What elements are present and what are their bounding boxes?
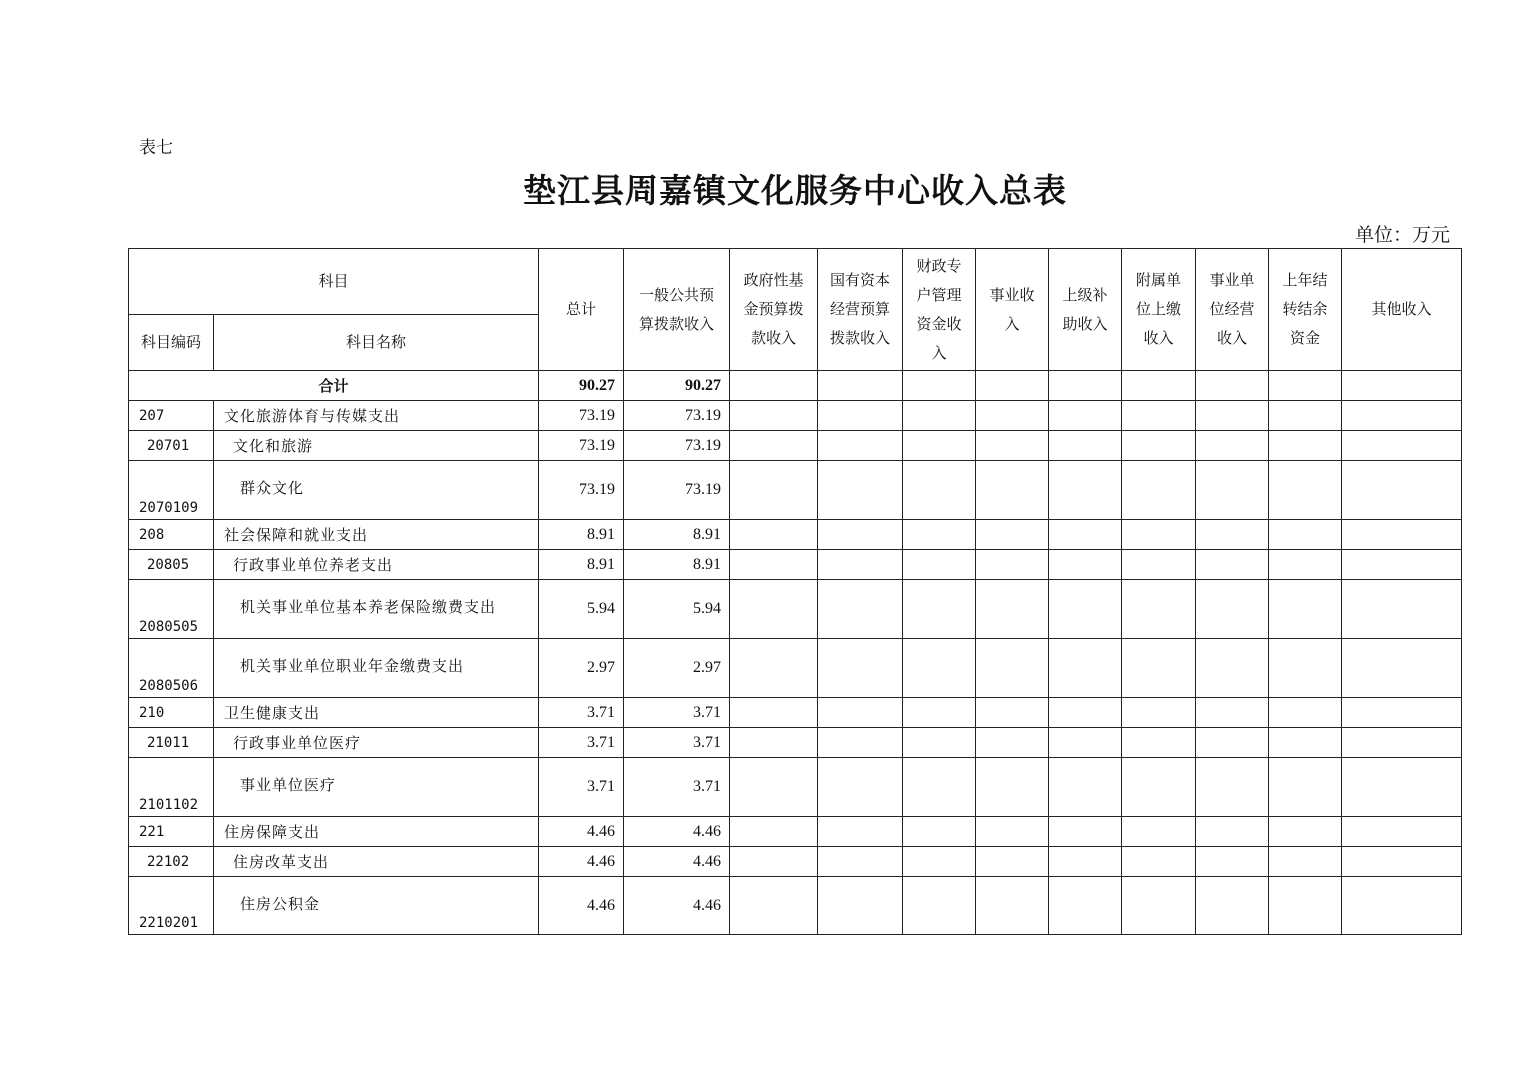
- table-row: [129, 550, 1462, 580]
- row-name: 卫生健康支出: [214, 698, 539, 728]
- row-total: 4.46: [539, 817, 624, 847]
- table-row: [129, 520, 1462, 550]
- row-general: 5.94: [624, 580, 730, 639]
- row-general: 73.19: [624, 431, 730, 461]
- row-name: 文化和旅游: [214, 431, 539, 461]
- row-code: 20805: [129, 550, 214, 580]
- table-row: [129, 847, 1462, 877]
- row-code: 20701: [129, 431, 214, 461]
- header-business-income: 事业收入: [976, 249, 1049, 371]
- total-row: [129, 371, 1462, 401]
- row-total: 73.19: [539, 401, 624, 431]
- income-summary-table: [128, 248, 1462, 935]
- row-total: 5.94: [539, 580, 624, 639]
- header-state-capital: 国有资本经营预算拨款收入: [818, 249, 903, 371]
- row-general: 3.71: [624, 758, 730, 817]
- header-name: 科目名称: [214, 315, 539, 371]
- row-general: 73.19: [624, 461, 730, 520]
- row-code: 208: [129, 520, 214, 550]
- header-operating: 事业单位经营收入: [1196, 249, 1269, 371]
- row-name: 行政事业单位医疗: [214, 728, 539, 758]
- table-row: [129, 639, 1462, 698]
- total-label: 合计: [129, 371, 539, 401]
- row-name: 事业单位医疗: [214, 758, 539, 817]
- row-name: 群众文化: [214, 461, 539, 520]
- row-general: 8.91: [624, 520, 730, 550]
- row-name: 行政事业单位养老支出: [214, 550, 539, 580]
- total-sum: 90.27: [539, 371, 624, 401]
- table-row: [129, 401, 1462, 431]
- row-name: 住房保障支出: [214, 817, 539, 847]
- row-code: 210: [129, 698, 214, 728]
- table-row: [129, 728, 1462, 758]
- header-fiscal-special: 财政专户管理资金收入: [903, 249, 976, 371]
- table-row: [129, 461, 1462, 520]
- row-general: 3.71: [624, 698, 730, 728]
- row-code: 2070109: [129, 461, 214, 520]
- row-general: 4.46: [624, 817, 730, 847]
- row-total: 4.46: [539, 847, 624, 877]
- row-code: 221: [129, 817, 214, 847]
- row-name: 住房改革支出: [214, 847, 539, 877]
- row-total: 8.91: [539, 520, 624, 550]
- row-total: 8.91: [539, 550, 624, 580]
- row-total: 2.97: [539, 639, 624, 698]
- row-code: 21011: [129, 728, 214, 758]
- header-superior-subsidy: 上级补助收入: [1049, 249, 1122, 371]
- row-total: 3.71: [539, 758, 624, 817]
- header-general-budget: 一般公共预算拨款收入: [624, 249, 730, 371]
- row-general: 73.19: [624, 401, 730, 431]
- header-carryover: 上年结转结余资金: [1269, 249, 1342, 371]
- row-code: 22102: [129, 847, 214, 877]
- row-total: 3.71: [539, 728, 624, 758]
- row-general: 3.71: [624, 728, 730, 758]
- row-total: 73.19: [539, 461, 624, 520]
- row-general: 4.46: [624, 847, 730, 877]
- row-code: 2080506: [129, 639, 214, 698]
- row-total: 4.46: [539, 877, 624, 935]
- row-code: 207: [129, 401, 214, 431]
- header-subject: 科目: [129, 249, 539, 315]
- row-total: 73.19: [539, 431, 624, 461]
- row-name: 社会保障和就业支出: [214, 520, 539, 550]
- row-general: 8.91: [624, 550, 730, 580]
- unit-label: 单位：万元: [1354, 224, 1450, 246]
- table-row: [129, 431, 1462, 461]
- header-gov-fund: 政府性基金预算拨款收入: [730, 249, 818, 371]
- document-title: 垫江县周嘉镇文化服务中心收入总表: [523, 171, 1067, 210]
- row-code: 2101102: [129, 758, 214, 817]
- row-name: 机关事业单位职业年金缴费支出: [214, 639, 539, 698]
- header-affiliated: 附属单位上缴收入: [1122, 249, 1196, 371]
- row-code: 2210201: [129, 877, 214, 935]
- table-row: [129, 877, 1462, 935]
- table-row: [129, 758, 1462, 817]
- table-label: 表七: [139, 138, 173, 158]
- table-row: [129, 817, 1462, 847]
- table-row: [129, 580, 1462, 639]
- header-total: 总计: [539, 249, 624, 371]
- table-row: [129, 698, 1462, 728]
- row-general: 2.97: [624, 639, 730, 698]
- header-other: 其他收入: [1342, 249, 1462, 371]
- row-name: 文化旅游体育与传媒支出: [214, 401, 539, 431]
- row-general: 4.46: [624, 877, 730, 935]
- row-code: 2080505: [129, 580, 214, 639]
- row-total: 3.71: [539, 698, 624, 728]
- total-general: 90.27: [624, 371, 730, 401]
- row-name: 住房公积金: [214, 877, 539, 935]
- header-code: 科目编码: [129, 315, 214, 371]
- row-name: 机关事业单位基本养老保险缴费支出: [214, 580, 539, 639]
